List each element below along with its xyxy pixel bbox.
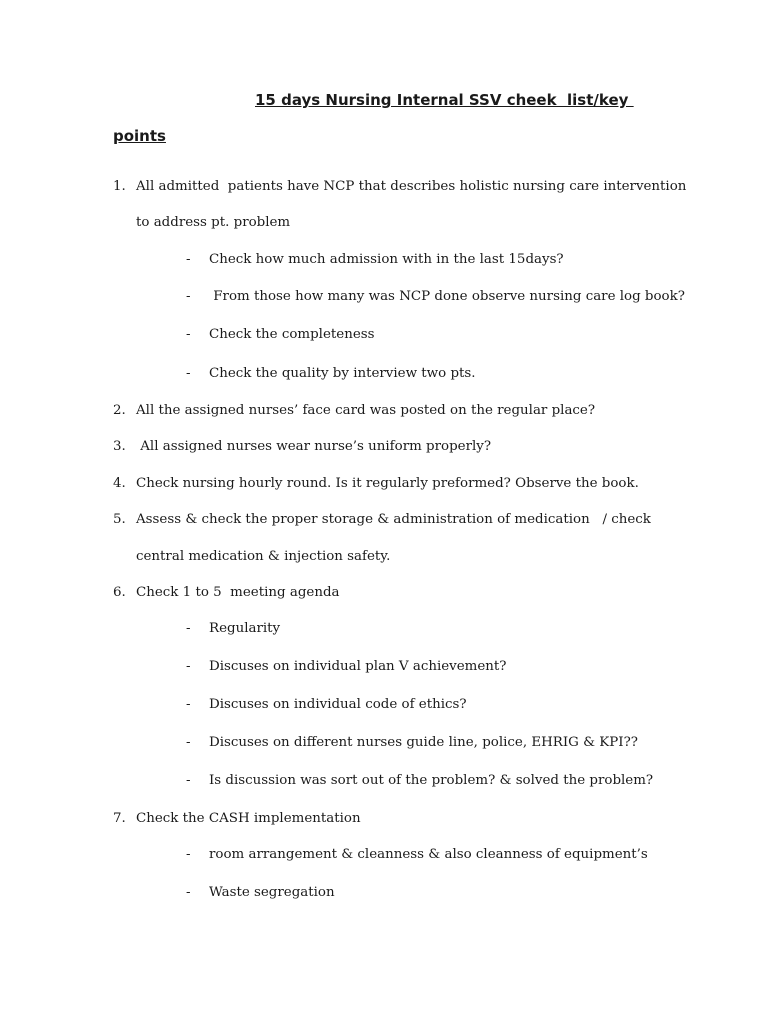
item-text: All the assigned nurses’ face card was posted on the regular place? (136, 403, 596, 418)
bullet-dash: - (186, 659, 191, 674)
bullet-dash: - (186, 697, 191, 712)
item-number: 6. (113, 585, 126, 600)
bullet-dash: - (186, 847, 191, 862)
bullet-dash: - (186, 773, 191, 788)
item-text: Check the CASH implementation (136, 811, 361, 826)
subitem-text: Regularity (209, 621, 281, 636)
item-number: 2. (113, 403, 126, 418)
subitem-text: Waste segregation (209, 885, 335, 900)
bullet-dash: - (186, 327, 191, 342)
item-number: 1. (113, 179, 126, 194)
subitem-text: From those how many was NCP done observe nursing care log book? (209, 289, 685, 304)
document-title-continued: points (113, 127, 166, 145)
item-text: Assess & check the proper storage & administration of medication / check (136, 512, 651, 527)
subitem-text: room arrangement & cleanness & also cleanness of equipment’s (209, 847, 648, 862)
item-number: 3. (113, 439, 126, 454)
item-text-continued: central medication & injection safety. (136, 549, 391, 564)
item-text: All assigned nurses wear nurse’s uniform properly? (136, 439, 492, 454)
item-text: All admitted patients have NCP that describes holistic nursing care intervention (136, 179, 687, 194)
document-title: 15 days Nursing Internal SSV cheek list/key (255, 91, 634, 109)
subitem-text: Discuses on individual code of ethics? (209, 697, 467, 712)
bullet-dash: - (186, 621, 191, 636)
bullet-dash: - (186, 252, 191, 267)
bullet-dash: - (186, 366, 191, 381)
subitem-text: Check how much admission with in the last 15days? (209, 252, 564, 267)
subitem-text: Discuses on individual plan V achievement? (209, 659, 507, 674)
bullet-dash: - (186, 289, 191, 304)
subitem-text: Check the quality by interview two pts. (209, 366, 476, 381)
item-text: Check 1 to 5 meeting agenda (136, 585, 340, 600)
item-number: 5. (113, 512, 126, 527)
bullet-dash: - (186, 735, 191, 750)
subitem-text: Discuses on different nurses guide line, police, EHRIG & KPI?? (209, 735, 638, 750)
item-number: 7. (113, 811, 126, 826)
item-text: Check nursing hourly round. Is it regularly preformed? Observe the book. (136, 476, 639, 491)
item-number: 4. (113, 476, 126, 491)
subitem-text: Check the completeness (209, 327, 375, 342)
bullet-dash: - (186, 885, 191, 900)
item-text-continued: to address pt. problem (136, 215, 291, 230)
subitem-text: Is discussion was sort out of the problem? & solved the problem? (209, 773, 654, 788)
